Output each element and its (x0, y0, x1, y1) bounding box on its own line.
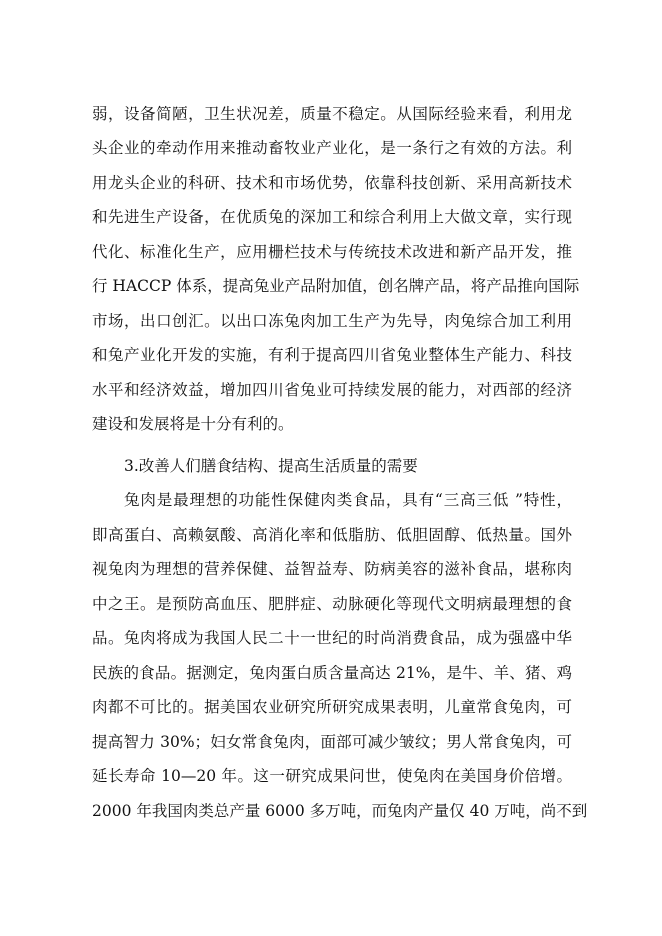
text-line: 代化、标准化生产，应用栅栏技术与传统技术改进和新产品开发，推 (92, 243, 572, 261)
text-line: 延长寿命 10—20 年。这一研究成果问世，使兔肉在美国身价倍增。 (92, 767, 572, 785)
text-line: 品。兔肉将成为我国人民二十一世纪的时尚消费食品，成为强盛中华 (92, 629, 572, 647)
text-line: 用龙头企业的科研、技术和市场优势，依靠科技创新、采用高新技术 (92, 174, 572, 192)
text-line: 建设和发展将是十分有利的。 (92, 415, 294, 433)
text-line: 兔肉是最理想的功能性保健肉类食品，具有“三高三低 ”特性， (124, 491, 572, 509)
text-line: 和先进生产设备，在优质兔的深加工和综合利用上大做文章，实行现 (92, 208, 572, 226)
text-line: 2000 年我国肉类总产量 6000 多万吨，而兔肉产量仅 40 万吨，尚不到 (92, 802, 588, 820)
text-line: 头企业的牵动作用来推动畜牧业产业化，是一条行之有效的方法。利 (92, 139, 572, 157)
text-line: 弱，设备简陋，卫生状况差，质量不稳定。从国际经验来看，利用龙 (92, 105, 572, 123)
text-line: 行 HACCP 体系，提高兔业产品附加值，创名牌产品，将产品推向国际 (92, 277, 580, 295)
text-line: 视兔肉为理想的营养保健、益智益寿、防病美容的滋补食品，堪称肉 (92, 560, 572, 578)
text-line: 肉都不可比的。据美国农业研究所研究成果表明，儿童常食兔肉，可 (92, 698, 572, 716)
text-line: 民族的食品。据测定，兔肉蛋白质含量高达 21%，是牛、羊、猪、鸡 (92, 664, 572, 682)
text-line: 市场，出口创汇。以出口冻兔肉加工生产为先导，肉兔综合加工利用 (92, 312, 572, 330)
text-line: 即高蛋白、高赖氨酸、高消化率和低脂肪、低胆固醇、低热量。国外 (92, 526, 572, 544)
text-line: 中之王。是预防高血压、肥胖症、动脉硬化等现代文明病最理想的食 (92, 595, 572, 613)
text-line: 水平和经济效益，增加四川省兔业可持续发展的能力，对西部的经济 (92, 381, 572, 399)
section-heading: 3.改善人们膳食结构、提高生活质量的需要 (124, 457, 418, 475)
text-line: 和兔产业化开发的实施，有利于提高四川省兔业整体生产能力、科技 (92, 346, 572, 364)
text-line: 提高智力 30%；妇女常食兔肉，面部可减少皱纹；男人常食兔肉，可 (92, 733, 572, 751)
